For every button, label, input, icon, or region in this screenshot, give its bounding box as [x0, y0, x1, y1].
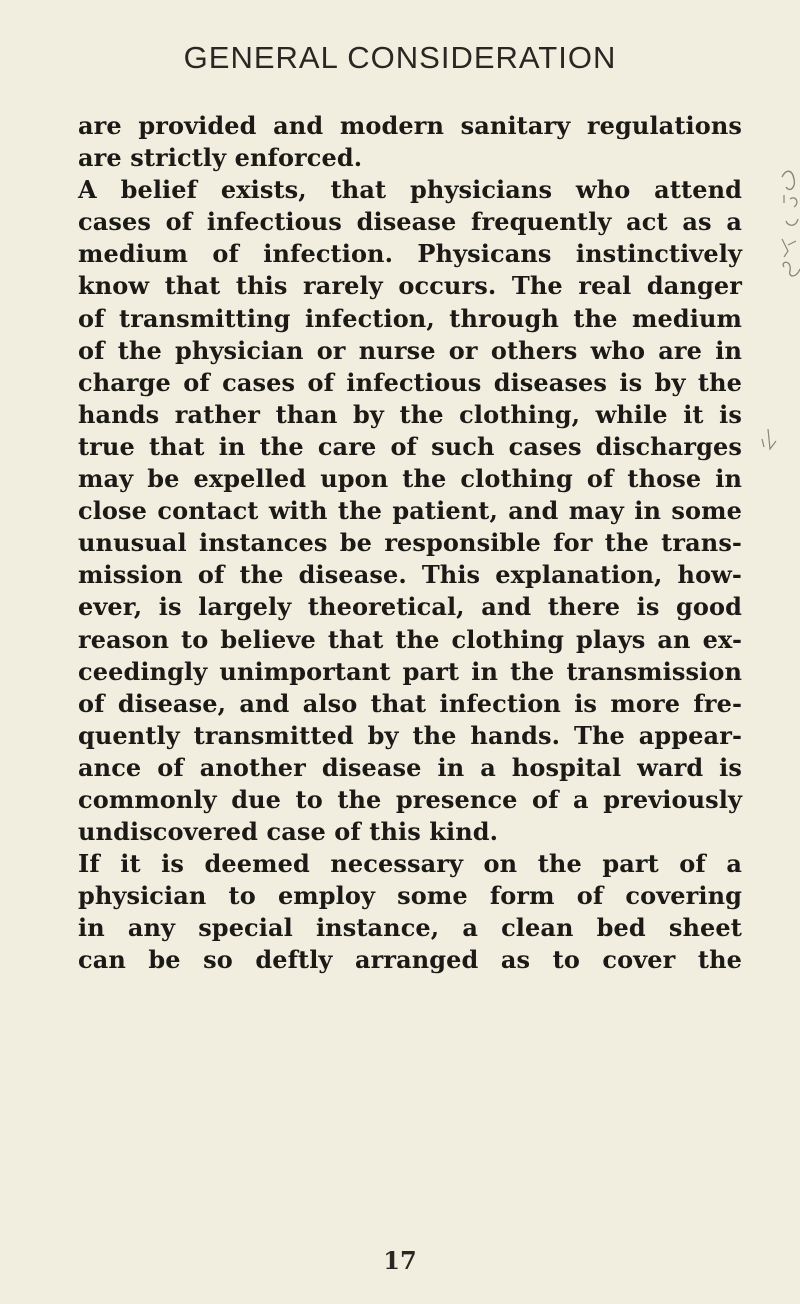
text-line: cases of infectious disease frequently act as a: [78, 207, 742, 237]
text-line: may be expelled upon the clothing of those in: [78, 464, 742, 494]
text-line: ever, is largely theoretical, and there is good: [78, 592, 742, 622]
text-line: know that this rarely occurs. The real danger: [78, 271, 742, 301]
marginal-pencil-marks: [760, 165, 800, 325]
body-text: [78, 110, 742, 977]
text-line: physician to employ some form of covering: [78, 881, 742, 911]
text-line: are provided and modern sanitary regulations: [78, 111, 742, 140]
marginal-pencil-mark: [758, 425, 780, 455]
text-line: of the physician or nurse or others who are in: [78, 335, 742, 365]
text-line: of disease, and also that infection is more fre-: [78, 688, 742, 718]
text-line: unusual instances be responsible for the trans-: [78, 528, 742, 558]
page-number: 17: [383, 1246, 417, 1275]
text-line: hands rather than by the clothing, while it is: [78, 399, 742, 429]
text-line: commonly due to the presence of a previously: [78, 784, 742, 814]
text-line: ance of another disease in a hospital ward is: [78, 752, 742, 782]
text-line: undiscovered case of this kind.: [78, 817, 499, 847]
text-line: close contact with the patient, and may in some: [78, 496, 742, 526]
text-line: medium of infection. Physicans instinctively: [78, 239, 742, 269]
text-line: If it is deemed necessary on the part of a: [78, 849, 742, 879]
running-head: GENERAL CONSIDERATION: [183, 40, 617, 75]
text-line: reason to believe that the clothing plays an ex-: [78, 624, 742, 654]
text-line: are strictly enforced.: [78, 143, 363, 173]
text-line: quently transmitted by the hands. The appear-: [78, 720, 742, 750]
text-line: ceedingly unimportant part in the transmission: [78, 656, 742, 686]
text-line: A belief exists, that physicians who attend: [78, 175, 742, 205]
text-line: of transmitting infection, through the medium: [78, 303, 742, 333]
text-line: true that in the care of such cases discharges: [78, 431, 742, 461]
text-line: in any special instance, a clean bed sheet: [78, 913, 742, 943]
text-line: can be so deftly arranged as to cover the: [78, 945, 742, 975]
text-line: charge of cases of infectious diseases is by the: [78, 367, 742, 397]
text-line: mission of the disease. This explanation, how-: [78, 560, 742, 590]
